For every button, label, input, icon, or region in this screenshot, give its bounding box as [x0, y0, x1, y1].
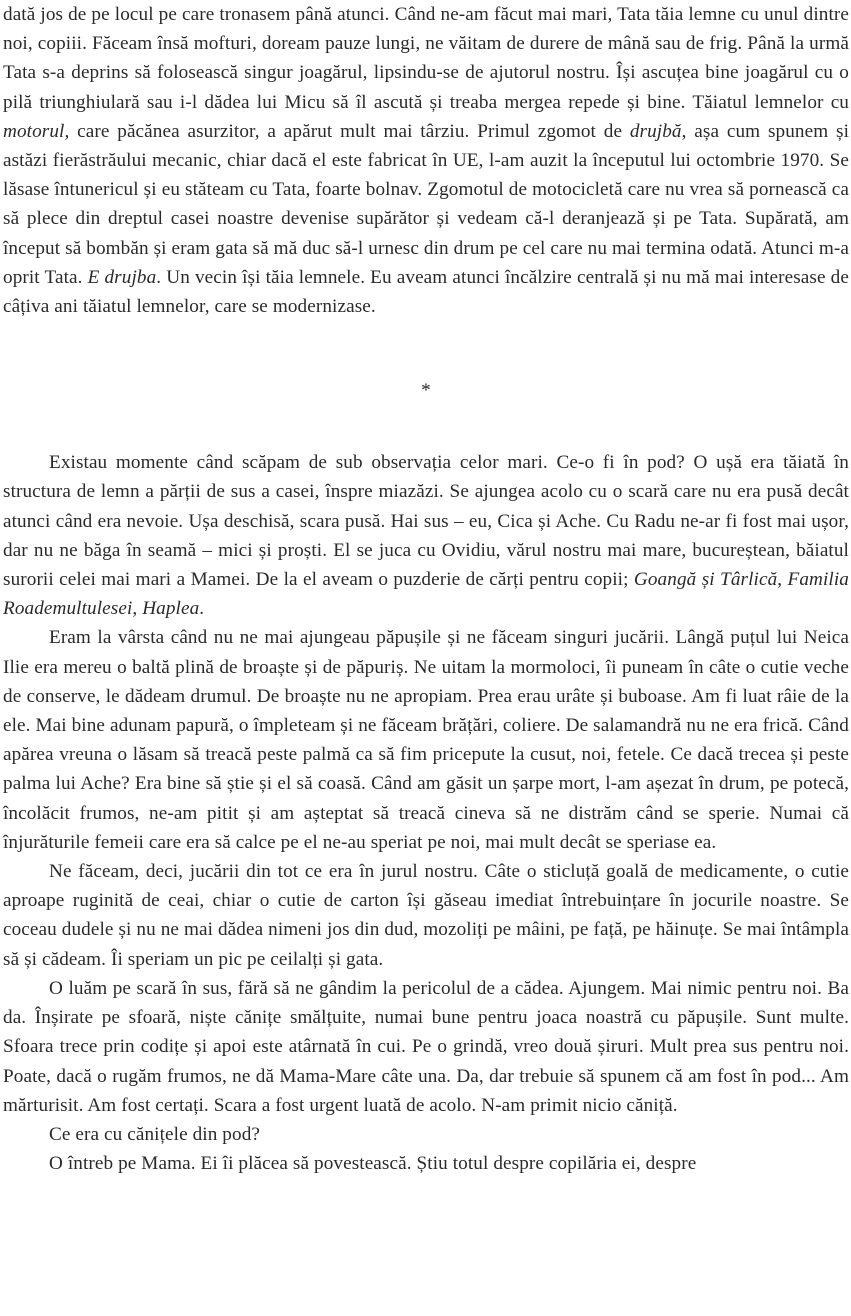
paragraph-text: Eram la vârsta când nu ne mai ajungeau păpușile și ne făceam singuri jucării. Lângă puțul lui Neica Ilie era mereu o baltă plină de broaște și de păpuriș. Ne uitam la mormoloci, îi puneam în câte o cutie veche de conserve, le dădeam drumul. De broaște nu ne apropiam. Prea erau urâte și buboase. Am fi luat râie de la ele. Mai bine adunam papură, o împleteam și ne făceam brățări, coliere. De salamandră nu ne era frică. Când apărea vreuna o lăsam să treacă peste palmă ca să fim pricepute la cusut, noi, fetele. Ce dacă trecea și peste palma lui Ache? Era bine să știe și el să coasă. Când am găsit un șarpe mort, l-am așezat în drum, pe potecă, încolăcit frumos, ne-am pitit și am așteptat să treacă cineva să ne distrăm când se sperie. Numai că înjurăturile femeii care era să calce pe el ne-au speriat pe noi, mai mult decât se speriase ea. — [3, 627, 849, 853]
italic-text: drujbă — [629, 120, 682, 142]
paragraph-text: care păcănea asurzitor, a apărut mult mai târziu. Primul zgomot de — [69, 120, 630, 142]
paragraph-text: Ne făceam, deci, jucării din tot ce era în jurul nostru. Câte o sticluță goală de medicamente, o cutie aproape ruginită de ceai, chiar o cutie de carton își găseau imediat întrebuințare în jocurile noastre. Se coceau dudele și nu ne mai dădea nimeni jos din dud, mozoliți pe mâini, pe față, pe hăinuțe. Se mai întâmpla să și cădeam. Îi speriam un pic pe ceilalți și gata. — [3, 861, 849, 970]
paragraph-text: , — [132, 598, 143, 620]
italic-text: E drujba — [87, 266, 157, 288]
paragraph-text: Existau momente când scăpam de sub observația celor mari. Ce-o fi în pod? O ușă era tăiată în structura de lemn a părții de sus a casei, înspre miazăzi. Se ajungea acolo cu o scară care nu era pusă decât atunci când era nevoie. Ușa deschisă, scara pusă. Hai sus – eu, Cica și Ache. Cu Radu ne-ar fi fost mai ușor, dar nu ne băga în seamă – mici și proști. El se juca cu Ovidiu, vărul nostru mai mare, bucureștean, băiatul surorii celei mai mari a Mamei. De la el aveam o puzderie de cărți pentru copii; — [3, 452, 849, 591]
book-page — [3, 0, 849, 1178]
paragraph-text: , — [777, 569, 788, 591]
paragraph-text: , așa cum spunem și astăzi fierăstrăului mecanic, chiar dacă el este fabricat în UE, l-am auzit la începutul lui octombrie 1970. Se lăsase întunericul și eu stăteam cu Tata, foarte bolnav. Zgomotul de motocicletă care nu vrea să pornească ca să plece din dreptul casei noastre devenise supărător și vedeam că-l deranjează și pe Tata. Supărată, am început să bombăn și eram gata să mă duc să-l urnesc din drum pe cel care nu mai termina odată. Atunci m-a oprit Tata. — [3, 120, 850, 288]
paragraph-4 — [3, 857, 849, 974]
paragraph-5 — [3, 974, 849, 1120]
italic-text: Haplea — [142, 598, 200, 620]
section-separator — [3, 334, 849, 434]
paragraph-1 — [3, 0, 849, 321]
paragraph-3 — [3, 623, 849, 857]
paragraph-text: O întreb pe Mama. Ei îi plăcea să povestească. Știu totul despre copilăria ei, despre — [49, 1153, 697, 1175]
italic-text: Goangă și Târlică — [633, 569, 778, 591]
italic-text: motorul, — [3, 120, 70, 142]
paragraph-7 — [3, 1149, 849, 1178]
paragraph-text: . — [199, 598, 205, 620]
italic-text: Familia Roademultulesei — [3, 569, 849, 620]
paragraph-text: dată jos de pe locul pe care tronasem până atunci. Când ne-am făcut mai mari, Tata tăia lemne cu unul dintre noi, copiii. Făceam însă mofturi, doream pauze lungi, ne văitam de durere de mână sau de frig. Până la urmă Tata s-a deprins să folosească singur joagărul, lipsindu-se de ajutorul nostru. Își ascuțea bine joagărul cu o pilă triunghiulară sau i-l dădea lui Micu să îl ascută și treaba mergea repede și bine. Tăiatul lemnelor cu — [3, 4, 849, 113]
paragraph-text: Ce era cu cănițele din pod? — [49, 1123, 260, 1145]
paragraph-2 — [3, 448, 849, 623]
separator-asterisk: * — [421, 380, 431, 402]
paragraph-6 — [3, 1120, 849, 1149]
paragraph-text: . Un vecin își tăia lemnele. Eu aveam atunci încălzire centrală și nu mă mai interesase de câțiva ani tăiatul lemnelor, care se modernizase. — [3, 266, 849, 318]
paragraph-text: O luăm pe scară în sus, fără să ne gândim la pericolul de a cădea. Ajungem. Mai nimic pentru noi. Ba da. Înșirate pe sfoară, niște cănițe smălțuite, numai bune pentru joaca noastră cu păpușile. Sunt multe. Sfoara trece prin codițe și apoi este atârnată în cui. Pe o grindă, vreo două șiruri. Mult prea sus pentru noi. Poate, dacă o rugăm frumos, ne dă Mama-Mare câte una. Da, dar trebuie să spunem că am fost în pod... Am mărturisit. Am fost certați. Scara a fost urgent luată de acolo. N-am primit nicio căniță. — [3, 977, 849, 1116]
